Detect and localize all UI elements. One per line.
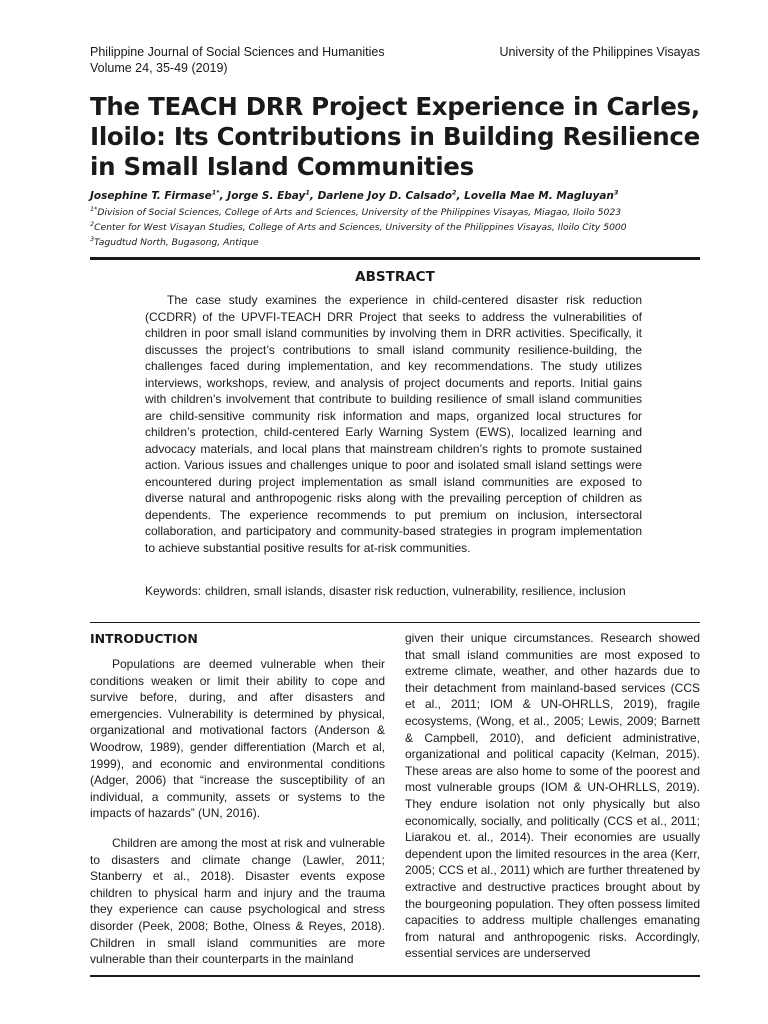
affiliation-mark: 1*: [90, 204, 98, 213]
affiliation-text: Center for West Visayan Studies, College of Arts and Sciences, University of the Philippines Visayas, Iloilo City 5000: [94, 222, 627, 233]
author-name: Josephine T. Firmase: [90, 190, 212, 202]
affiliation-text: Division of Social Sciences, College of Arts and Sciences, University of the Philippines Visayas, Miagao, Iloilo 5023: [97, 207, 622, 218]
abstract-text: The case study examines the experience in child-centered disaster risk reduction (CCDRR) of the UPVFI-TEACH DRR Project that seeks to address the vulnerabilities of children in poor small island communities by involving them in DRR activities. Specifically, it discusses the project’s contributions to small island community resilience-building, the challenges faced during implementation, and key recommendations. The study utilizes interviews, workshops, review, and analysis of project documents and reports. Initial gains with children’s involvement that contribute to building resilience of small island communities are child-sensitive community risk information and maps, organized local structures for children’s protection, child-centered Early Warning System (EWS), localized learning and advocacy materials, and local plans that mainstream children’s rights to promote sustained action. Various issues and challenges unique to poor and isolated small island settings were encountered during project implementation as small island communities are exposed to diverse natural and anthropogenic risks along with the prevailing perception of children as dependents. The experience recommends to put premium on inclusion, intersectoral collaboration, and participatory and community-based strategies in program implementation to achieve substantial positive results for at-risk communities.: [145, 293, 642, 555]
keywords-label: Keywords:: [145, 584, 202, 598]
footer-divider: [90, 975, 700, 977]
author-name: Jorge S. Ebay: [227, 190, 306, 202]
keywords-text: children, small islands, disaster risk reduction, vulnerability, resilience, inclusion: [205, 584, 626, 598]
journal-info: [90, 44, 385, 76]
body-paragraph: Children are among the most at risk and vulnerable to disasters and climate change (Lawler, 2011; Stanberry et al., 2018). Disaster events expose children to physical harm and injury and the trauma they experience can cause psychological and stress disorder (Peek, 2008; Bothe, Olness & Reyes, 2018). Children in small island communities are more vulnerable than their counterparts in the mainland: [90, 835, 385, 967]
keywords: [145, 583, 642, 599]
section-divider: [90, 257, 700, 260]
affiliation-text: Tagudtud North, Bugasong, Antique: [94, 237, 259, 248]
introduction-heading: INTRODUCTION: [90, 631, 198, 646]
right-column: [405, 630, 700, 975]
author-affiliation-mark: 3: [613, 188, 619, 197]
affiliation-mark: 2: [90, 219, 95, 228]
abstract-heading: ABSTRACT: [355, 269, 435, 285]
publisher: University of the Philippines Visayas: [499, 45, 700, 59]
author-affiliation-mark: 1*: [211, 188, 220, 197]
affiliation-mark: 3: [90, 234, 95, 243]
journal-name: Philippine Journal of Social Sciences and Humanities: [90, 45, 385, 59]
left-column: [90, 630, 385, 981]
affiliation: [90, 220, 700, 235]
section-divider: [90, 622, 700, 623]
author-name: Darlene Joy D. Calsado: [317, 190, 452, 202]
affiliation-list: [90, 205, 700, 250]
affiliation: [90, 205, 700, 220]
body-paragraph: given their unique circumstances. Research showed that small island communities are most exposed to extreme climate, weather, and other hazards due to their detachment from mainland-based services (CCS et al., 2011; IOM & UN-OHRLLS, 2019), fragile ecosystems, (Wong, et al., 2005; Lewis, 2009; Barnett & Campbell, 2010), and deficient administrative, organizational and political capacity (Kelman, 2015). These areas are also home to some of the poorest and most vulnerable groups (IOM & UN-OHRLLS, 2019). They endure isolation not only physically but also economically, socially, and politically (CCS et al., 2011; Liarakou et. al., 2014). Their economies are usually dependent upon the limited resources in the area (Kerr, 2005; CCS et al., 2011) which are further threatened by extractive and destructive practices brought about by the bourgeoning population. They often possess limited capacities to address multiple challenges emanating from natural and anthropogenic risks. Accordingly, essential services are underserved: [405, 631, 700, 961]
author-name: Lovella Mae M. Magluyan: [464, 190, 614, 202]
author-list: Josephine T. Firmase$^{1*}$, Jorge S. Ebay$^1$, Darlene Joy D. Calsado$^2$, Lovella Mae M. Magluyan$^3$: [90, 188, 619, 202]
author-affiliation-mark: 2: [451, 188, 457, 197]
author-affiliation-mark: 1: [305, 188, 310, 197]
paper-title: The TEACH DRR Project Experience in Carles, Iloilo: Its Contributions in Building Resilience in Small Island Communities: [90, 92, 700, 181]
journal-volume: Volume 24, 35-49 (2019): [90, 61, 228, 75]
body-paragraph: Populations are deemed vulnerable when their conditions weaken or limit their ability to cope and survive before, during, and after disasters and emergencies. Vulnerability is determined by physical, organizational and motivational factors (Anderson & Woodrow, 1989), gender differentiation (March et al, 1999), and economic and environmental conditions (Adger, 2006) that “increase the susceptibility of an individual, a community, assets or systems to the impacts of hazards” (UN, 2016).: [90, 657, 385, 821]
affiliation: [90, 235, 700, 250]
